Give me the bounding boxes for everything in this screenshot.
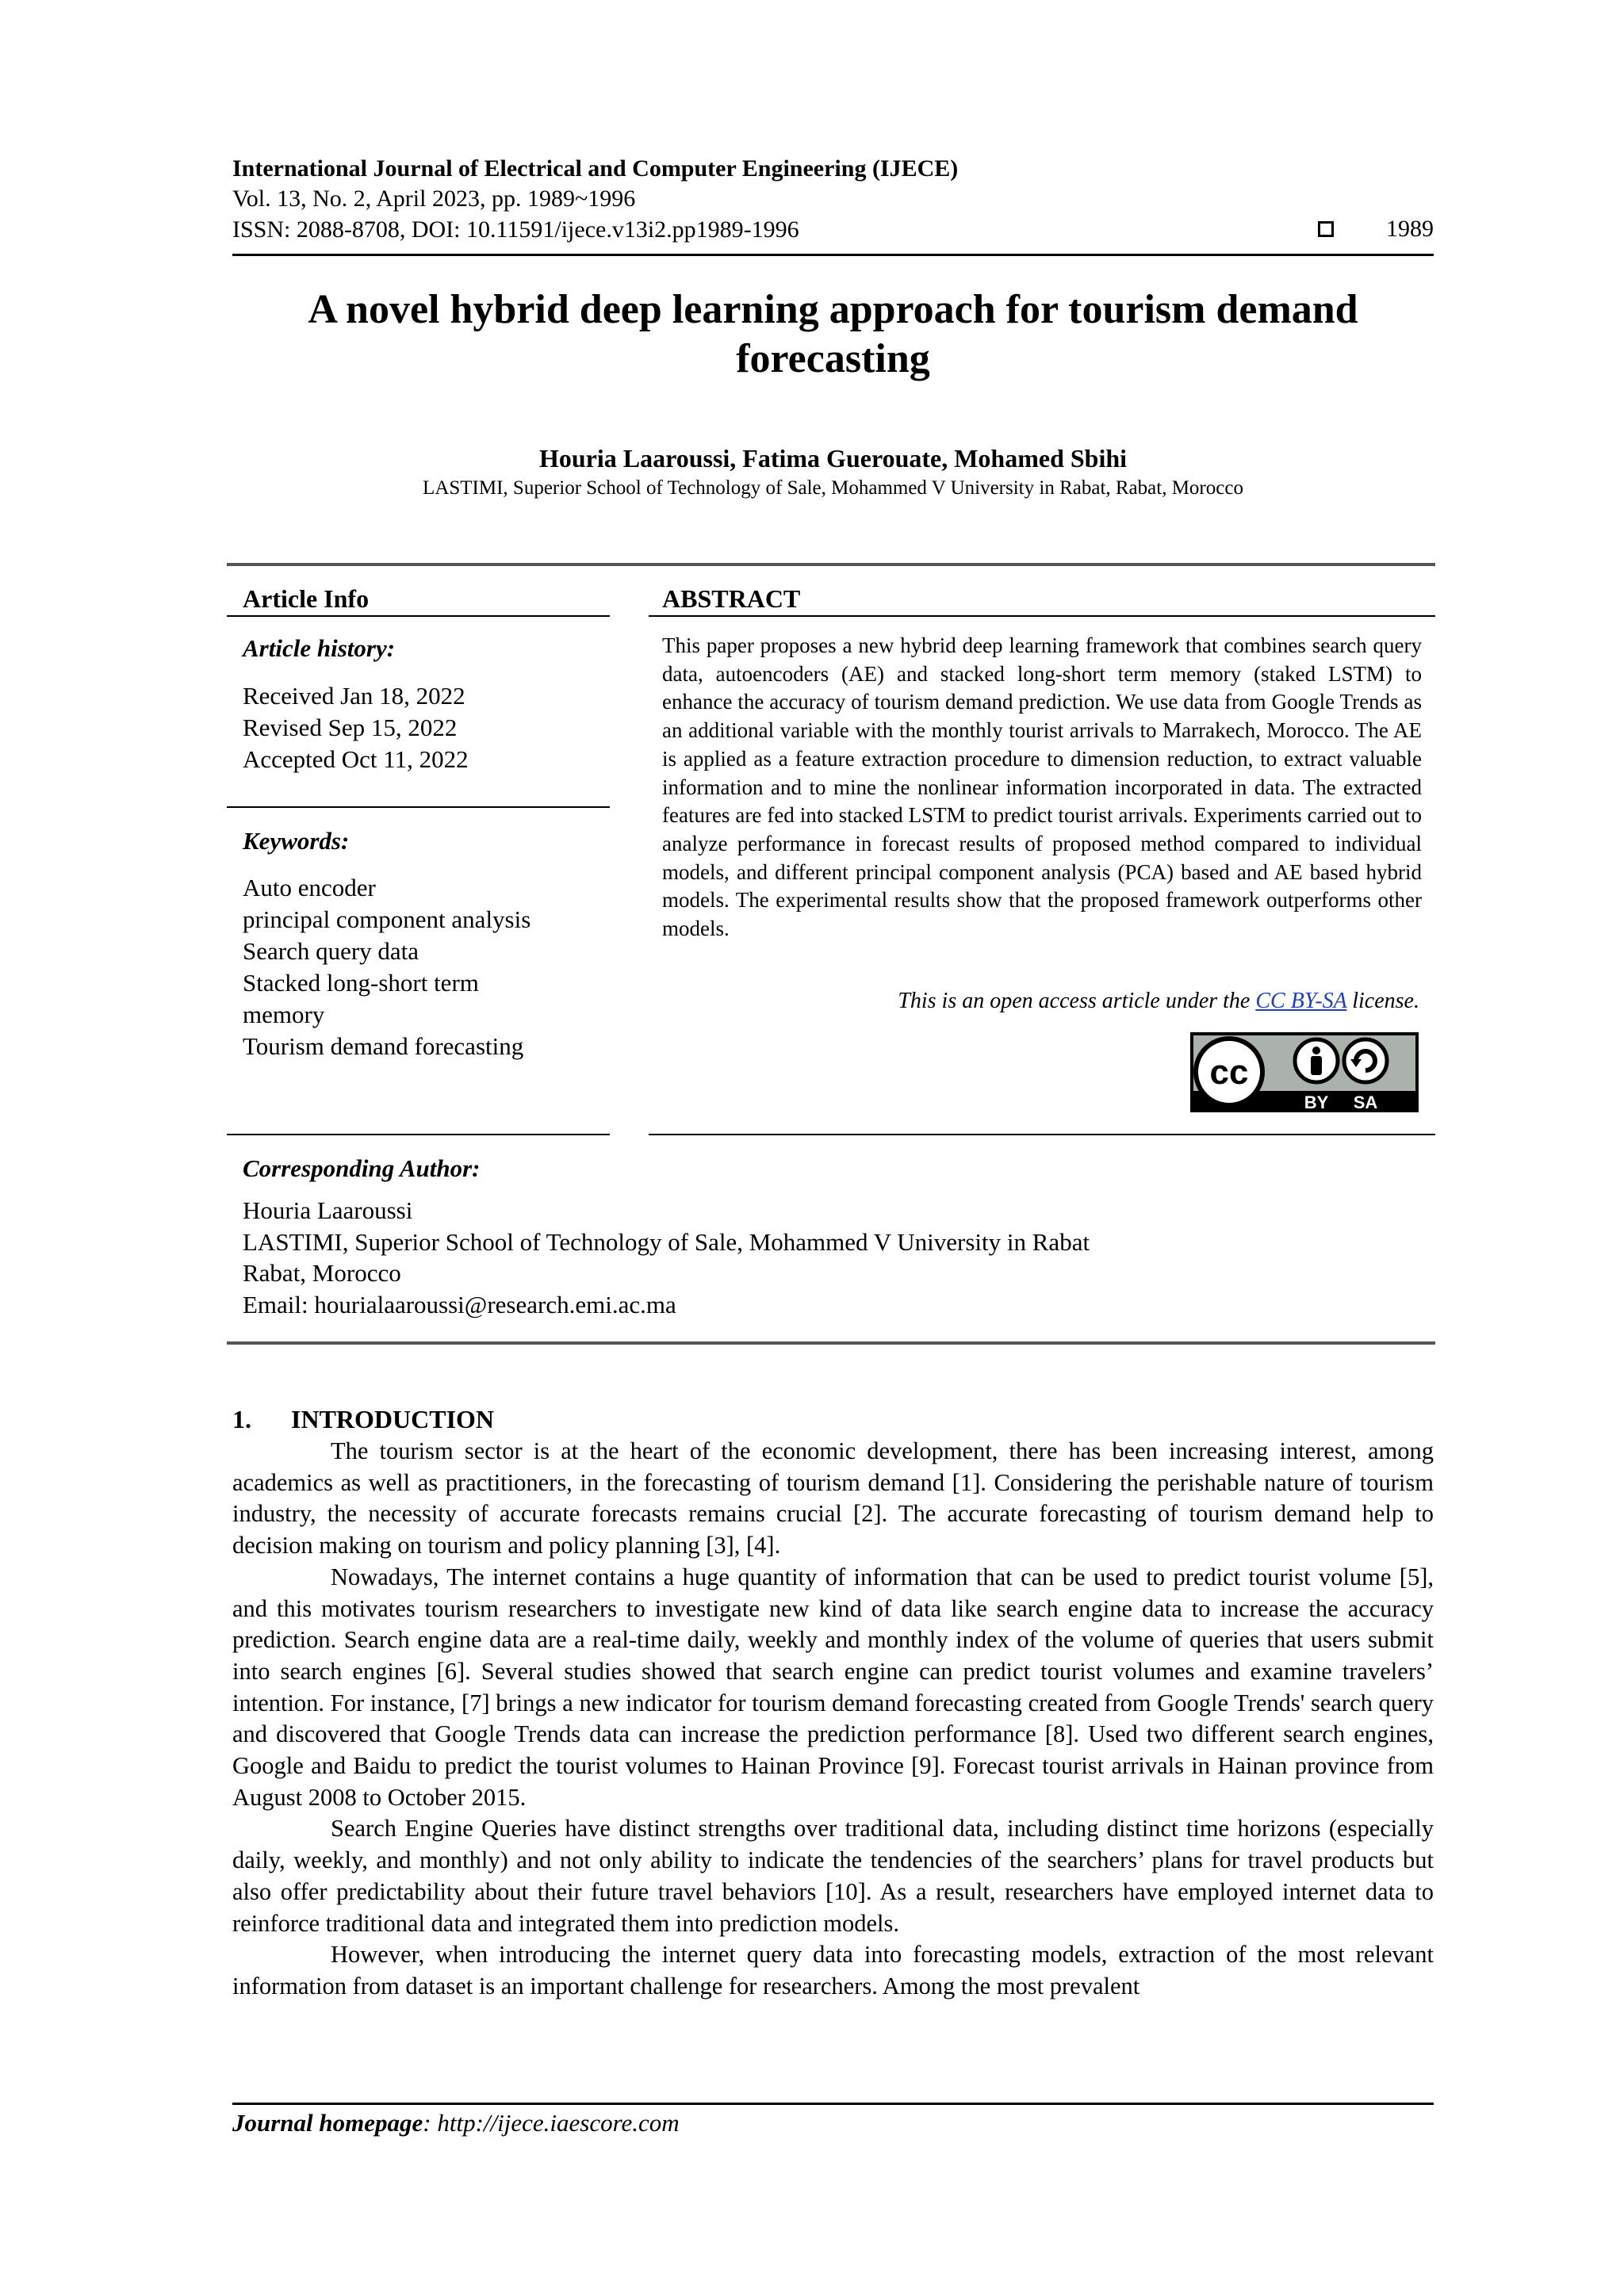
corresponding-email: Email: hourialaaroussi@research.emi.ac.ma: [243, 1290, 676, 1318]
paragraph: Search Engine Queries have distinct strengths over traditional data, including distinct time horizons (especially daily, weekly, and monthly) and not only ability to indicate the tendencies of the searchers’ plans for travel products but also offer predictability about their future travel behaviors [10]. As a result, researchers have employed internet data to reinforce traditional data and integrated them into prediction models.: [232, 1815, 1434, 1937]
corresponding-affiliation: LASTIMI, Superior School of Technology of Sale, Mohammed V University in Rabat: [243, 1227, 1090, 1256]
corresponding-heading: Corresponding Author:: [243, 1154, 481, 1182]
history-rule: [227, 806, 610, 808]
corresponding-details: [243, 1195, 1090, 1320]
keyword-item: memory: [243, 1001, 325, 1028]
accepted-date: Accepted Oct 11, 2022: [243, 745, 469, 773]
author-list: Houria Laaroussi, Fatima Guerouate, Mohamed Sbihi: [538, 444, 1128, 473]
sa-label: SA: [1353, 1093, 1378, 1112]
keyword-item: Search query data: [243, 937, 419, 965]
info-bottom-rule: [227, 1341, 1435, 1345]
abstract-text: This paper proposes a new hybrid deep learning framework that combines search query data, autoencoders (AE) and stacked long-short term memory (staked LSTM) to enhance the accuracy of tourism demand prediction. We use data from Google Trends as an additional variable with the monthly tourist arrivals to Marrakech, Morocco. The AE is applied as a feature extraction procedure to dimension reduction, to extract valuable information and to mine the nonlinear information incorporated in data. The extracted features are fed into stacked LSTM to predict tourist arrivals. Experiments carried out to analyze performance in forecast results of proposed method compared to individual models, and different principal component analysis (PCA) based and AE based hybrid models. The experimental results show that the proposed framework outperforms other models.: [662, 633, 1422, 941]
history-heading: Article history:: [243, 634, 396, 662]
section-title: INTRODUCTION: [291, 1405, 495, 1433]
abstract-bottom-rule: [649, 1134, 1435, 1135]
journal-homepage: [232, 2109, 680, 2137]
introduction-heading: [232, 1405, 494, 1434]
square-bullet-icon: [1318, 221, 1334, 237]
license-suffix: license.: [1346, 989, 1419, 1013]
abstract-heading: ABSTRACT: [662, 584, 801, 613]
keyword-item: Auto encoder: [243, 874, 376, 901]
share-alike-icon: [1344, 1039, 1387, 1082]
paragraph: However, when introducing the internet query data into forecasting models, extraction of the most relevant information from dataset is an important challenge for researchers. Among the most prevalent: [232, 1941, 1434, 1999]
article-info-rule: [227, 615, 610, 617]
footer-rule: [232, 2103, 1434, 2105]
keyword-item: principal component analysis: [243, 905, 531, 933]
revised-date: Revised Sep 15, 2022: [243, 714, 458, 741]
license-prefix: This is an open access article under the: [898, 989, 1256, 1013]
header-rule: [232, 254, 1434, 256]
paper-title: A novel hybrid deep learning approach for tourism demand forecasting: [308, 287, 1358, 381]
info-top-rule: [227, 563, 1435, 566]
by-label: BY: [1304, 1093, 1329, 1112]
journal-name: International Journal of Electrical and Computer Engineering (IJECE): [232, 155, 959, 182]
keyword-item: Stacked long-short term: [243, 969, 479, 997]
cc-by-sa-badge[interactable]: [1189, 1031, 1419, 1113]
paragraph: The tourism sector is at the heart of the economic development, there has been increasing interest, among academics as well as practitioners, in the forecasting of tourism demand [1]. Considering the perishable nature of tourism industry, the necessity of accurate forecasts remains crucial [2]. The accurate forecasting of tourism demand help to decision making on tourism and policy planning [3], [4].: [232, 1437, 1434, 1559]
author-affiliation: LASTIMI, Superior School of Technology of Sale, Mohammed V University in Rabat, Rabat, Morocco: [423, 477, 1243, 499]
issn-doi: ISSN: 2088-8708, DOI: 10.11591/ijece.v13i2.pp1989-1996: [232, 216, 799, 243]
homepage-url[interactable]: : http://ijece.iaescore.com: [423, 2109, 680, 2137]
cc-text: cc: [1209, 1053, 1249, 1092]
abstract-rule: [649, 615, 1435, 617]
license-statement: [898, 989, 1419, 1014]
corresponding-location: Rabat, Morocco: [243, 1259, 401, 1287]
keyword-item: Tourism demand forecasting: [243, 1032, 524, 1060]
section-number: 1.: [232, 1405, 251, 1433]
homepage-label: Journal homepage: [232, 2109, 423, 2137]
volume-info: Vol. 13, No. 2, April 2023, pp. 1989~1996: [232, 186, 636, 212]
keyword-list: [243, 872, 530, 1062]
article-info-heading: Article Info: [243, 584, 370, 613]
keywords-heading: Keywords:: [243, 827, 350, 855]
keywords-rule: [227, 1134, 610, 1135]
cc-by-sa-link[interactable]: CC BY-SA: [1255, 989, 1347, 1013]
received-date: Received Jan 18, 2022: [243, 682, 465, 710]
page-number: 1989: [1386, 216, 1434, 242]
corresponding-name: Houria Laaroussi: [243, 1196, 413, 1224]
introduction-body: [232, 1436, 1434, 2003]
article-history: [243, 680, 469, 775]
paragraph: Nowadays, The internet contains a huge quantity of information that can be used to predict tourist volume [5], and this motivates tourism researchers to investigate new kind of data like search engine data to increase the accuracy prediction. Search engine data are a real-time daily, weekly and monthly index of the volume of queries that users submit into search engines [6]. Several studies showed that search engine can predict tourist volumes and examine travelers’ intention. For instance, [7] brings a new indicator for tourism demand forecasting created from Google Trends' search query and discovered that Google Trends data can increase the prediction performance [8]. Used two different search engines, Google and Baidu to predict the tourist volumes to Hainan Province [9]. Forecast tourist arrivals in Hainan province from August 2008 to October 2015.: [232, 1563, 1434, 1811]
